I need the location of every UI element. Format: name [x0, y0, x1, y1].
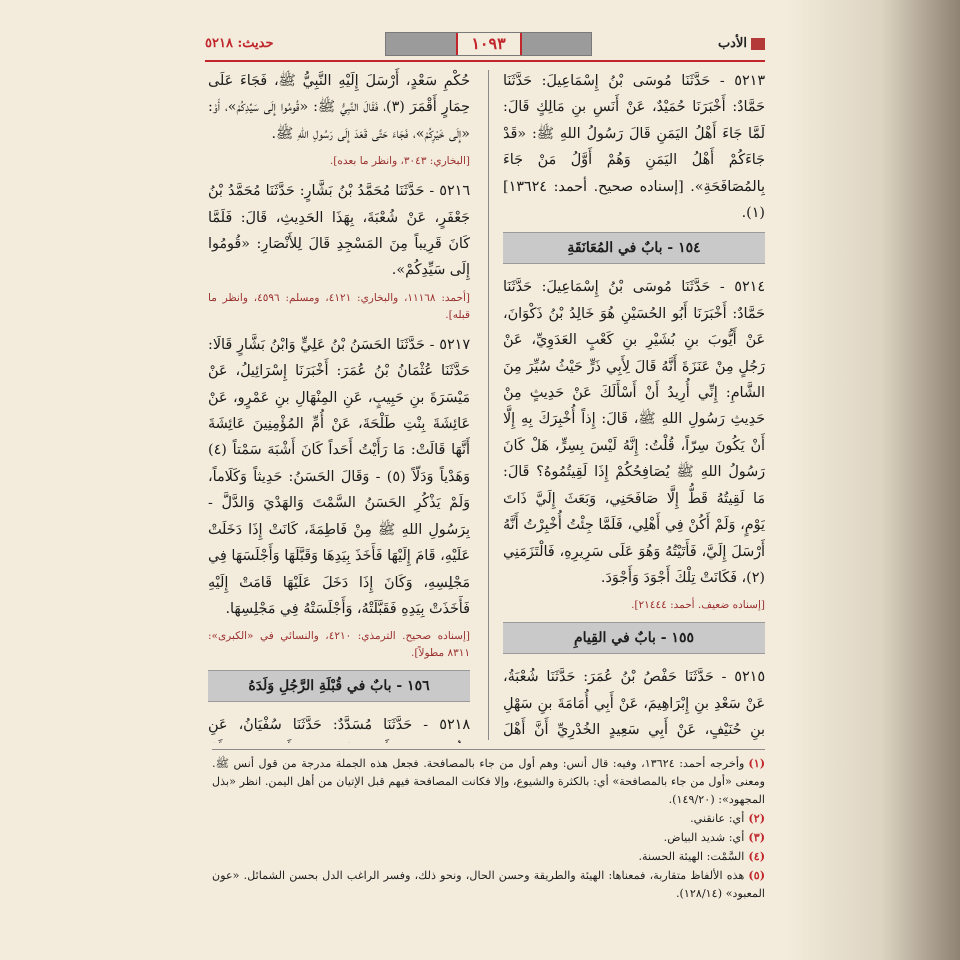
footnote-3-marker: (٣) [748, 830, 765, 844]
right-column [503, 68, 765, 743]
footnote-1-marker: (١) [748, 756, 765, 770]
hadith-5217: ٥٢١٧ - حَدَّثَنَا الحَسَنُ بْنُ عَلِيٍّ وَابْنُ بَشَّارٍ قَالَا: حَدَّثَنَا عُثْمَانُ بْنُ عُمَرَ: أَخْبَرَنَا إِسْرَائِيلُ، عَنْ مَيْسَرَةَ بنِ حَبِيبٍ، عَنِ المِنْهَالِ بنِ عَمْرٍو، عَنْ عَائِشَةَ بِنْتِ طَلْحَةَ، عَنْ أُمِّ المُؤْمِنِينَ عَائِشَةَ أَنَّهَا قَالَتْ: مَا رَأَيْتُ أَحَداً كَانَ أَشْبَهَ سَمْتاً (٤) وَهَدْياً وَدَلّاً (٥) - وَقَالَ الحَسَنُ: حَدِيثاً وَكَلَاماً، وَلَمْ يَذْكُرِ الحَسَنُ السَّمْتَ وَالهَدْيَ وَالدَّلَّ - بِرَسُولِ اللهِ ﷺ مِنْ فَاطِمَةَ، كَانَتْ إِذَا دَخَلَتْ عَلَيْهِ، قَامَ إِلَيْهَا فَأَخَذَ بِيَدِهَا وَقَبَّلَهَا وَأَجْلَسَهَا فِي مَجْلِسِهِ، وَكَانَ إِذَا دَخَلَ عَلَيْهَا قَامَتْ إِلَيْهِ فَأَخَذَتْ بِيَدِهِ فَقَبَّلَتْهُ، وَأَجْلَسَتْهُ فِي مَجْلِسِهَا. [208, 336, 470, 617]
footnote-5-marker: (٥) [748, 868, 765, 882]
book-spine-shadow [785, 0, 960, 960]
hadith-5213: ٥٢١٣ - حَدَّثَنَا مُوسَى بْنُ إِسْمَاعِيلَ: حَدَّثَنَا حَمَّادٌ: أَخْبَرَنَا حُمَيْدٌ، عَنْ أَنَسِ بنِ مَالِكٍ قَالَ: لَمَّا جَاءَ أَهْلُ اليَمَنِ قَالَ رَسُولُ اللهِ ﷺ: «قَدْ جَاءَكُمْ أَهْلُ اليَمَنِ وَهُمْ أَوَّلُ مَنْ جَاءَ بِالمُصَافَحَةِ». [إسناده صحيح. أحمد: ١٣٦٢٤] (١). [503, 73, 765, 222]
page-header [205, 32, 765, 58]
chapter-heading-154: ١٥٤ - بابٌ في المُعَانَقَةِ [503, 232, 765, 264]
page-number: ١٠٩٣ [456, 33, 522, 55]
footnotes [212, 754, 765, 903]
footnote-1 [212, 754, 765, 809]
footnote-2-marker: (٢) [748, 811, 765, 825]
column-divider [488, 70, 489, 740]
hadith-5215-continued: حُكْمِ سَعْدٍ، أَرْسَلَ إِلَيْهِ النَّبِيُّ ﷺ، فَجَاءَ عَلَى حِمَارٍ أَقْمَرَ (٣)، فَقَالَ النَّبِيُّ ﷺ: «قُومُوا إِلَى سَيِّدِكُمْ»، أَوْ: «إِلَى خَيْرِكُمْ»، فَجَاءَ حَتَّى قَعَدَ إِلَى رَسُولِ اللهِ ﷺ. [208, 73, 470, 142]
footnote-4-marker: (٤) [748, 849, 765, 863]
chapter-marker-icon [751, 38, 765, 50]
footnote-5 [212, 866, 765, 903]
footnote-4 [212, 847, 765, 866]
footnote-4-text: السَّمْت: الهيئة الحسنة. [638, 850, 745, 863]
hadith-5218: ٥٢١٨ - حَدَّثَنَا مُسَدَّدٌ: حَدَّثَنَا سُفْيَانُ، عَنِ [208, 717, 470, 734]
header-rule [205, 60, 765, 62]
footnote-rule [212, 749, 765, 750]
footnote-3 [212, 828, 765, 847]
hadith-5216: ٥٢١٦ - حَدَّثَنَا مُحَمَّدُ بْنُ بَشَّارٍ: حَدَّثَنَا مُحَمَّدُ بْنُ جَعْفَرٍ، عَنْ شُعْبَةَ، بِهَذَا الحَدِيثِ، قَالَ: فَلَمَّا كَانَ قَرِيباً مِنَ المَسْجِدِ قَالَ لِلأَنْصَارِ: «قُومُوا إِلَى سَيِّدِكُمْ». [208, 183, 470, 279]
hadith-5214: ٥٢١٤ - حَدَّثَنَا مُوسَى بْنُ إِسْمَاعِيلَ: حَدَّثَنَا حَمَّادٌ: أَخْبَرَنَا أَبُو الحُسَيْنِ هُوَ خَالِدُ بْنُ ذَكْوَانَ، عَنْ أَيُّوبَ بنِ بُشَيْرِ بنِ كَعْبٍ العَدَوِيِّ، عَنْ رَجُلٍ مِنْ عَنَزَةَ أَنَّهُ قَالَ لِأَبِي ذَرٍّ حَيْثُ سُيِّرَ مِنَ الشَّامِ: إِنِّي أُرِيدُ أَنْ أَسْأَلَكَ عَنْ حَدِيثٍ مِنْ حَدِيثِ رَسُولِ اللهِ ﷺ، قَالَ: إِذاً أُخْبِرَكَ بِهِ إِلَّا أَنْ يَكُونَ سِرّاً، قُلْتُ: إِنَّهُ لَيْسَ بِسِرٍّ، هَلْ كَانَ رَسُولُ اللهِ ﷺ يُصَافِحُكُمْ إِذَا لَقِيتُمُوهُ؟ قَالَ: مَا لَقِيتُهُ قَطُّ إِلَّا صَافَحَنِي، وَبَعَثَ إِلَيَّ ذَاتَ يَوْمٍ، وَلَمْ أَكُنْ فِي أَهْلِي، فَلَمَّا جِئْتُ أُخْبِرْتُ أَنَّهُ أَرْسَلَ إِلَيَّ، فَأَتَيْتُهُ وَهُوَ عَلَى سَرِيرِهِ، فَالْتَزَمَنِي (٢)، فَكَانَتْ تِلْكَ أَجْوَدَ وَأَجْوَدَ. [503, 279, 765, 586]
reference-5215: [البخاري: ٣٠٤٣، وانظر ما بعده]. [329, 155, 470, 168]
reference-5217: [إسناده صحيح. الترمذي: ٤٢١٠، والنسائي في «الكبرى»: ٨٣١١ مطولاً]. [208, 630, 470, 660]
chapter-title-text: الأدب [717, 36, 747, 51]
chapter-title [718, 36, 765, 51]
page-number-bar [385, 32, 592, 56]
chapter-heading-156: ١٥٦ - بابٌ في قُبْلَةِ الرَّجُلِ وَلَدَهُ [208, 670, 470, 702]
reference-5216: [أحمد: ١١١٦٨، والبخاري: ٤١٢١، ومسلم: ٤٥٩٦، وانظر ما قبله]. [208, 291, 470, 321]
hadith-5215: ٥٢١٥ - حَدَّثَنَا حَفْصُ بْنُ عُمَرَ: حَدَّثَنَا شُعْبَةُ، عَنْ سَعْدِ بنِ إِبْرَاهِيمَ، عَنْ أَبِي أُمَامَةَ بنِ سَهْلِ بنِ حُنَيْفٍ، عَنْ أَبِي سَعِيدٍ الخُدْرِيِّ أَنَّ أَهْلَ [503, 669, 765, 739]
hadith-range: حديث: ٥٢١٨ [205, 36, 274, 51]
reference-5214: [إسناده ضعيف. أحمد: ٢١٤٤٤]. [631, 599, 765, 612]
footnote-3-text: أي: شديد البياض. [663, 831, 745, 844]
chapter-heading-155: ١٥٥ - بابٌ في القِيامِ [503, 622, 765, 654]
footnote-2 [212, 809, 765, 828]
footnote-5-text: هذه الألفاظ متقاربة، فمعناها: الهيئة والطريقة وحسن الحال، ونحو ذلك، وفسر الراغب الدل بحسن الشمائل. «عون المعبود» (١٢٨/١٤). [212, 869, 765, 900]
footnote-2-text: أي: عانقني. [690, 812, 745, 825]
left-column [208, 68, 470, 743]
footnote-1-text: وأخرجه أحمد: ١٣٦٢٤، وفيه: قال أنس: وهم أول من جاء بالمصافحة. فجعل هذه الجملة مدرجة من قول أنس ﷺ. ومعنى «أول من جاء بالمصافحة» أي: بالكثرة والشيوع، وإلا فكانت المصافحة فيهم قبل الإتيان من أهل اليمن. انظر «بذل المجهود»: (١٤٩/٢٠). [212, 757, 765, 806]
